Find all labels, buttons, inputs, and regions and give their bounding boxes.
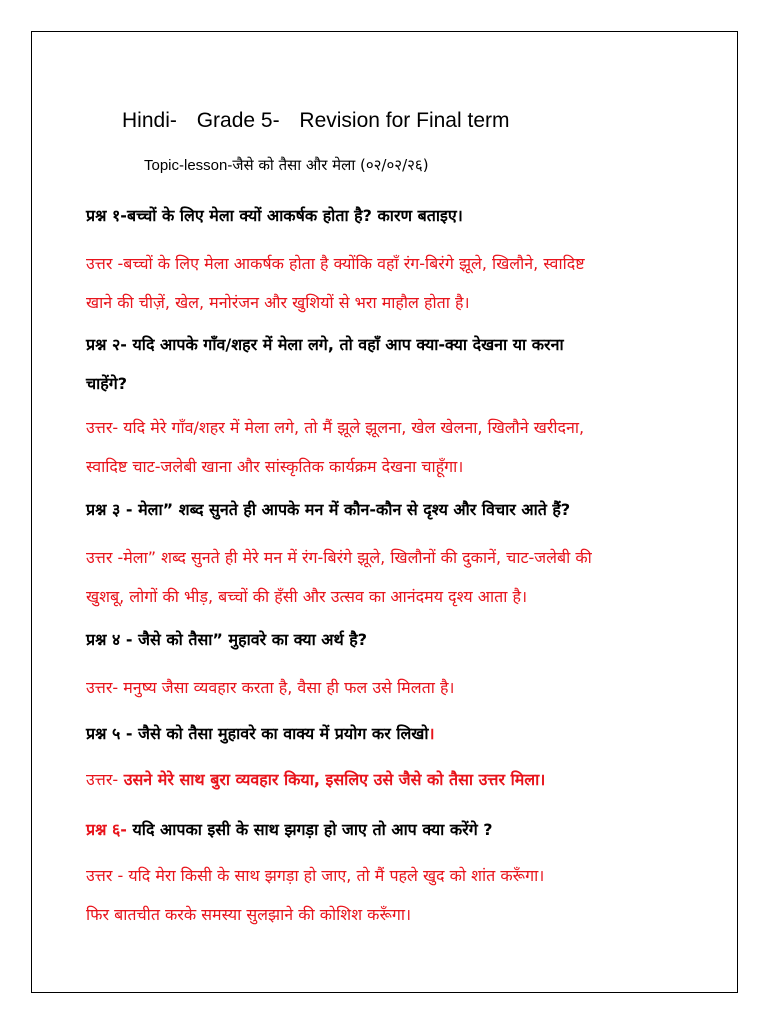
- topic-text: जैसे को तैसा और मेला (०२/०२/२६): [232, 156, 429, 174]
- question-6-prefix: प्रश्न ६-: [86, 820, 127, 839]
- answer-2-line-2: स्वादिष्ट चाट-जलेबी खाना और सांस्कृतिक कार्यक्रम देखना चाहूँगा।: [86, 457, 464, 476]
- question-6: [86, 810, 686, 849]
- answer-3-line-1: मेला” शब्द सुनते ही मेरे मन में रंग-बिरंगे झूले, खिलौनों की दुकानें, चाट-जलेबी की: [123, 548, 592, 567]
- answer-4-label: उत्तर-: [86, 678, 119, 697]
- question-1-text: प्रश्न १-बच्चों के लिए मेला क्यों आकर्षक होता है? कारण बताइए।: [86, 206, 463, 225]
- question-4-text: प्रश्न ४ - जैसे को तैसा” मुहावरे का क्या अर्थ है?: [86, 630, 368, 649]
- answer-2-line-1: यदि मेरे गाँव/शहर में मेला लगे, तो मैं झूले झूलना, खेल खेलना, खिलौने खरीदना,: [118, 418, 585, 437]
- topic-line: [144, 155, 429, 175]
- subject-label: Hindi-: [122, 109, 177, 132]
- answer-3-label: उत्तर -: [86, 548, 124, 567]
- answer-5-label: उत्तर-: [86, 770, 119, 789]
- question-2-line-1: प्रश्न २- यदि आपके गाँव/शहर में मेला लगे, तो वहाँ आप क्या-क्या देखना या करना: [86, 335, 564, 354]
- answer-2: [86, 408, 686, 486]
- answer-3: [86, 538, 686, 616]
- revision-label: Revision for Final term: [299, 109, 510, 132]
- answer-5: [86, 760, 686, 799]
- question-3: [86, 490, 686, 529]
- answer-4: [86, 668, 686, 707]
- answer-6-label: उत्तर -: [86, 866, 124, 885]
- question-2-line-2: चाहेंगे?: [86, 374, 128, 393]
- answer-1-label: उत्तर -: [86, 254, 124, 273]
- topic-prefix: Topic-lesson-: [144, 157, 233, 174]
- question-1: [86, 196, 686, 235]
- answer-6: [86, 856, 686, 934]
- question-2: [86, 325, 686, 403]
- answer-6-line-1: यदि मेरा किसी के साथ झगड़ा हो जाए, तो मैं पहले खुद को शांत करूँगा।: [123, 866, 545, 885]
- worksheet-title: [122, 109, 523, 133]
- answer-4-line-1: मनुष्य जैसा व्यवहार करता है, वैसा ही फल उसे मिलता है।: [118, 678, 455, 697]
- grade-label: Grade 5-: [196, 109, 280, 132]
- question-3-text: प्रश्न ३ - मेला” शब्द सुनते ही आपके मन में कौन-कौन से दृश्य और विचार आते हैं?: [86, 500, 571, 519]
- question-5-text: प्रश्न ५ - जैसे को तैसा मुहावरे का वाक्य में प्रयोग कर लिखो: [86, 724, 429, 743]
- question-4: [86, 620, 686, 659]
- answer-1: [86, 244, 686, 322]
- question-5-suffix: ।: [428, 724, 435, 743]
- question-5: [86, 714, 686, 753]
- question-6-text: यदि आपका इसी के साथ झगड़ा हो जाए तो आप क्या करेंगे ?: [126, 820, 493, 839]
- answer-6-line-2: फिर बातचीत करके समस्या सुलझाने की कोशिश करूँगा।: [86, 905, 412, 924]
- answer-2-label: उत्तर-: [86, 418, 119, 437]
- answer-1-line-2: खाने की चीज़ें, खेल, मनोरंजन और खुशियों से भरा माहौल होता है।: [86, 293, 470, 312]
- answer-3-line-2: खुशबू, लोगों की भीड़, बच्चों की हँसी और उत्सव का आनंदमय दृश्य आता है।: [86, 587, 528, 606]
- answer-5-line-1: उसने मेरे साथ बुरा व्यवहार किया, इसलिए उसे जैसे को तैसा उत्तर मिला।: [118, 770, 546, 789]
- answer-1-line-1: बच्चों के लिए मेला आकर्षक होता है क्योंकि वहाँ रंग-बिरंगे झूले, खिलौने, स्वादिष्ट: [123, 254, 585, 273]
